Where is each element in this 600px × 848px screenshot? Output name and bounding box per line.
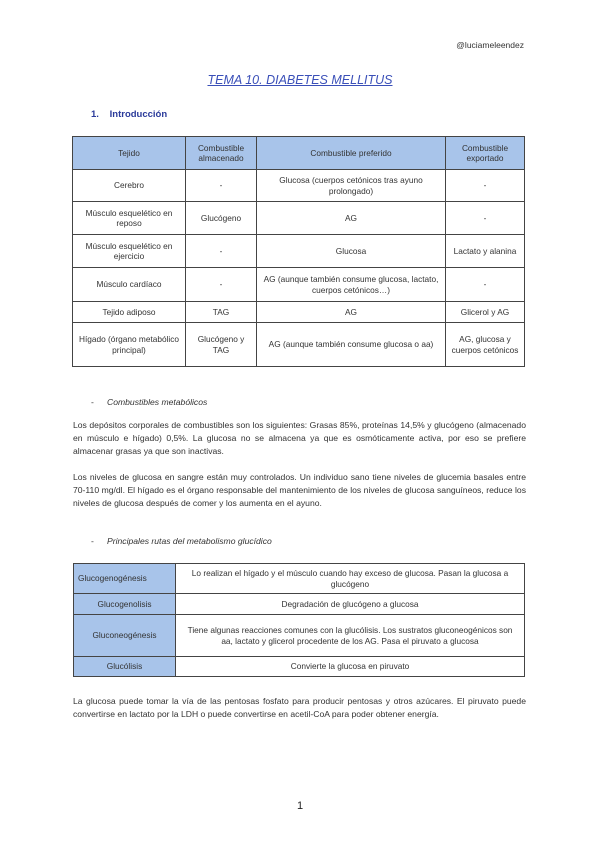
- tissue-fuel-table: [72, 136, 525, 367]
- author-handle: @luciameleendez: [456, 40, 524, 50]
- column-header: Tejido: [73, 137, 186, 170]
- table-cell: Músculo cardíaco: [73, 268, 186, 302]
- table-row: [74, 564, 525, 594]
- table-cell: TAG: [186, 302, 257, 323]
- page-number: 1: [296, 800, 304, 812]
- section-heading: [91, 109, 167, 120]
- column-header: Combustible exportado: [446, 137, 525, 170]
- bullet-text: Principales rutas del metabolismo glucídico: [107, 536, 272, 546]
- section-label: Introducción: [109, 109, 168, 120]
- glucose-routes-table: [73, 563, 525, 677]
- table-cell: AG (aunque también consume glucosa, lactato, cuerpos cetónicos…): [257, 268, 446, 302]
- table-cell: Lactato y alanina: [446, 235, 525, 268]
- route-name: Glucogenolisis: [74, 594, 176, 615]
- table-row: [73, 268, 525, 302]
- table-row: [73, 235, 525, 268]
- table-row: [74, 615, 525, 657]
- table-cell: Cerebro: [73, 170, 186, 202]
- table-cell: AG, glucosa y cuerpos cetónicos: [446, 323, 525, 367]
- column-header: Combustible preferido: [257, 137, 446, 170]
- route-description: Lo realizan el hígado y el músculo cuando hay exceso de glucosa. Pasan la glucosa a glucógeno: [176, 564, 525, 594]
- table-cell: AG (aunque también consume glucosa o aa): [257, 323, 446, 367]
- table-cell: -: [186, 235, 257, 268]
- table-cell: -: [446, 170, 525, 202]
- table-row: [73, 170, 525, 202]
- table-cell: Hígado (órgano metabólico principal): [73, 323, 186, 367]
- table-cell: Tejido adiposo: [73, 302, 186, 323]
- table-cell: -: [186, 170, 257, 202]
- table-row: [74, 594, 525, 615]
- route-description: Convierte la glucosa en piruvato: [176, 657, 525, 677]
- table-header-row: [73, 137, 525, 170]
- route-description: Degradación de glucógeno a glucosa: [176, 594, 525, 615]
- route-description: Tiene algunas reacciones comunes con la glucólisis. Los sustratos gluconeogénicos son aa, lactato y glicerol procedente de los AG. Pasa el piruvato a glucosa: [176, 615, 525, 657]
- table-cell: Músculo esquelético en reposo: [73, 202, 186, 235]
- table-cell: AG: [257, 202, 446, 235]
- bullet-heading: - Combustibles metabólicos: [91, 397, 208, 407]
- route-name: Gluconeogénesis: [74, 615, 176, 657]
- paragraph: Los niveles de glucosa en sangre están muy controlados. Un individuo sano tiene niveles de glucemia basales entre 70-110 mg/dl. El hígado es el órgano responsable del mantenimiento de los niveles de glucosa sanguíneos, reduce los niveles de glucosa después de comer y los aumenta en el ayuno.: [73, 472, 526, 508]
- table-cell: -: [186, 268, 257, 302]
- column-header: Combustible almacenado: [186, 137, 257, 170]
- table-cell: Glucógeno y TAG: [186, 323, 257, 367]
- table-row: [74, 657, 525, 677]
- table-cell: Glicerol y AG: [446, 302, 525, 323]
- paragraph: Los depósitos corporales de combustibles son los siguientes: Grasas 85%, proteínas 14,5% y glucógeno (almacenado en músculo e hígado) 0,5%. La glucosa no se almacena ya que es osmóticamente activa, por eso se prefiere almacenar grasas ya que son inactivas.: [73, 420, 526, 456]
- table-row: [73, 302, 525, 323]
- table-cell: AG: [257, 302, 446, 323]
- table-row: [73, 323, 525, 367]
- table-cell: -: [446, 202, 525, 235]
- table-cell: Glucosa: [257, 235, 446, 268]
- table-cell: Glucosa (cuerpos cetónicos tras ayuno prolongado): [257, 170, 446, 202]
- table-cell: Músculo esquelético en ejercicio: [73, 235, 186, 268]
- table-row: [73, 202, 525, 235]
- table-cell: Glucógeno: [186, 202, 257, 235]
- page-title: TEMA 10. DIABETES MELLITUS: [207, 73, 393, 87]
- bullet-heading: - Principales rutas del metabolismo glucídico: [91, 536, 272, 546]
- bullet-text: Combustibles metabólicos: [107, 397, 208, 407]
- table-cell: -: [446, 268, 525, 302]
- paragraph: La glucosa puede tomar la vía de las pentosas fosfato para producir pentosas y otros azúcares. El piruvato puede convertirse en lactato por la LDH o puede convertirse en acetil-CoA para poder obtener energía.: [73, 696, 526, 719]
- route-name: Glucogenogénesis: [74, 564, 176, 594]
- route-name: Glucólisis: [74, 657, 176, 677]
- section-number: 1.: [91, 109, 99, 120]
